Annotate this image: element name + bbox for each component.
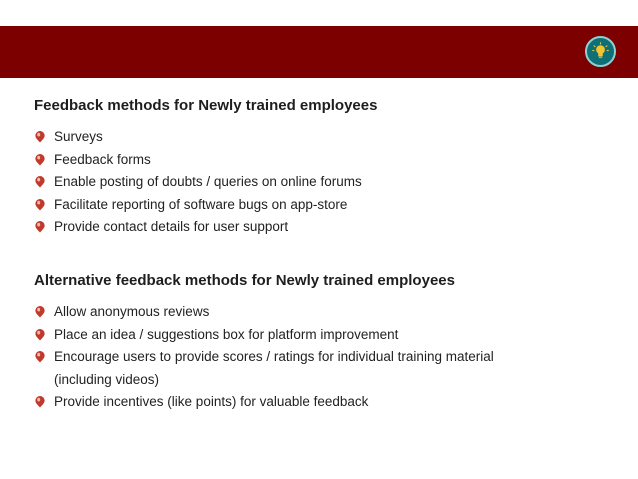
list-item-text: Provide incentives (like points) for valuable feedback (54, 394, 369, 409)
bullet-list (34, 126, 377, 239)
list-item (34, 171, 377, 194)
list-item (34, 301, 494, 324)
list-item-continuation (34, 369, 494, 392)
bullet-icon (35, 351, 45, 363)
list-item (34, 126, 377, 149)
list-item-text: Feedback forms (54, 151, 151, 167)
bullet-icon (35, 131, 45, 143)
alternative-feedback-section (34, 271, 494, 414)
bullet-icon (35, 329, 45, 341)
bullet-icon (35, 306, 45, 318)
list-item (34, 346, 494, 369)
bullet-icon (35, 199, 45, 211)
list-item-text: Facilitate reporting of software bugs on app-store (54, 196, 348, 212)
bullet-icon (35, 396, 45, 408)
feedback-methods-section (34, 96, 377, 239)
list-item-text: Place an idea / suggestions box for platform improvement (54, 326, 399, 342)
list-item-text: (including videos) (54, 371, 160, 387)
list-item-text: Surveys (54, 129, 103, 144)
section-title: Feedback methods for Newly trained employees (34, 97, 378, 114)
list-item (34, 149, 377, 172)
list-item-text: Provide contact details for user support (54, 219, 289, 234)
list-item-text: Enable posting of doubts / queries on online forums (54, 174, 362, 189)
bullet-list (34, 301, 494, 414)
list-item (34, 194, 377, 217)
list-item-text: Encourage users to provide scores / ratings for individual training material (54, 349, 494, 364)
section-title: Alternative feedback methods for Newly trained employees (34, 272, 455, 289)
list-item (34, 216, 377, 239)
list-item (34, 391, 494, 414)
list-item (34, 324, 494, 347)
lightbulb-icon (585, 36, 616, 67)
header-bar (0, 26, 638, 78)
list-item-text: Allow anonymous reviews (54, 304, 210, 319)
bullet-icon (35, 221, 45, 233)
bullet-icon (35, 154, 45, 166)
bullet-icon (35, 176, 45, 188)
